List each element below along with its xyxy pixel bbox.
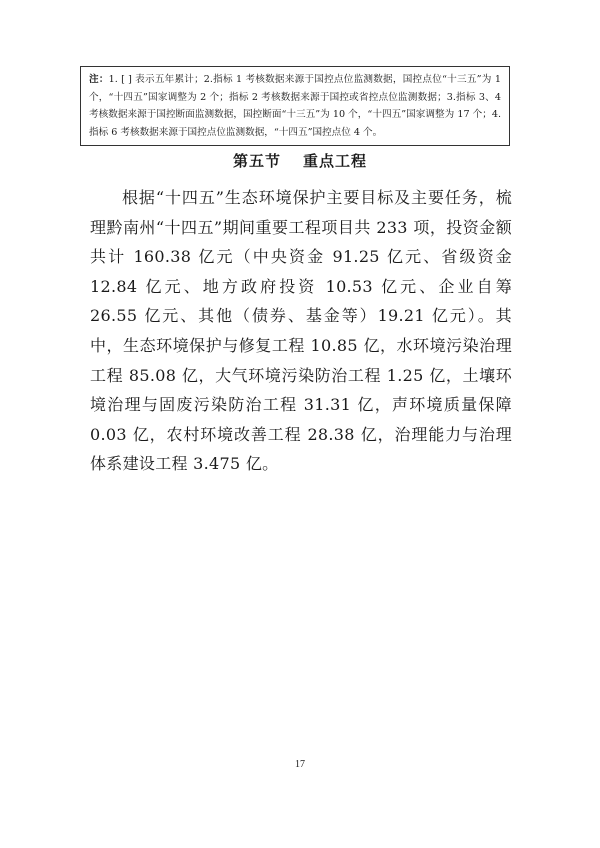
section-heading bbox=[0, 150, 600, 171]
page-number: 17 bbox=[295, 759, 305, 770]
body-paragraph: 根据“十四五”生态环境保护主要目标及主要任务，梳理黔南州“十四五”期间重要工程项目共 233 项，投资金额共计 160.38 亿元（中央资金 91.25 亿元、省级资金 12.84 亿元、地方政府投资 10.53 亿元、企业自筹 26.55 亿元、其他（债券、基金等）19.21 亿元）。其中，生态环境保护与修复工程 10.85 亿，水环境污染治理工程 85.08 亿，大气环境污染防治工程 1.25 亿，土壤环境治理与固废污染防治工程 31.31 亿，声环境质量保障 0.03 亿，农村环境改善工程 28.38 亿，治理能力与治理体系建设工程 3.475 亿。 bbox=[90, 188, 512, 474]
section-title: 重点工程 bbox=[303, 152, 368, 170]
note-text: 1. [ ] 表示五年累计；2.指标 1 考核数据来源于国控点位监测数据，国控点位“十三五”为 1 个，“十四五”国家调整为 2 个；指标 2 考核数据来源于国控或省控点位监测数据；3.指标 3、4 考核数据来源于国控断面监测数据，国控断面“十三五”为 10 个，“十四五”国家调整为 17 个；4.指标 6 考核数据来源于国控点位监测数据，“十四五”国控点位 4 个。 bbox=[89, 74, 502, 138]
section-number: 第五节 bbox=[232, 152, 281, 170]
table-note-box bbox=[80, 66, 510, 146]
note-label: 注： bbox=[89, 74, 109, 85]
